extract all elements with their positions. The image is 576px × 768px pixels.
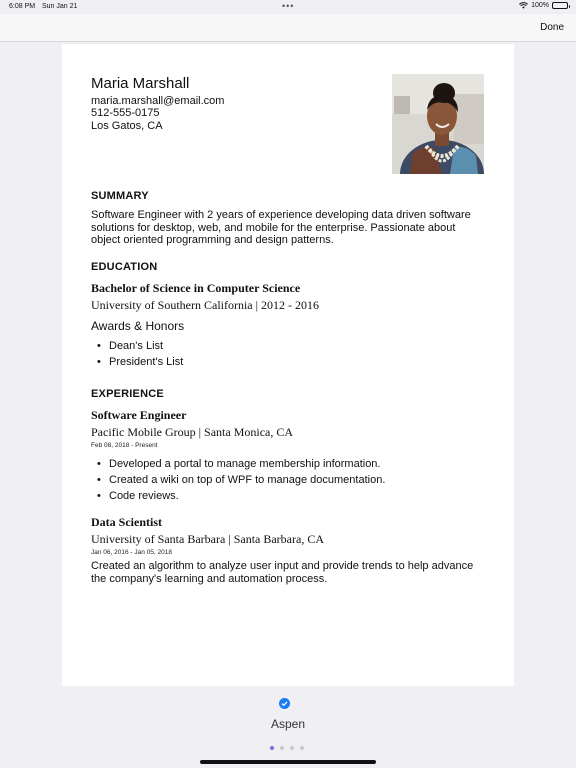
status-indicators: [519, 2, 568, 9]
resume-page: [62, 44, 514, 686]
award-item: • President's List: [97, 356, 183, 368]
job-title: Software Engineer: [91, 408, 187, 422]
job-company: University of Santa Barbara | Santa Barbara, CA: [91, 532, 324, 546]
resume-location: Los Gatos, CA: [91, 120, 163, 132]
page-dot[interactable]: [270, 746, 274, 750]
job-description: Created an algorithm to analyze user input and provide trends to help advance the company's learning and automation process.: [91, 560, 474, 585]
page-dot[interactable]: [280, 746, 284, 750]
resume-phone: 512-555-0175: [91, 107, 160, 119]
status-date: Sun Jan 21: [42, 3, 78, 10]
battery-percent: 100%: [531, 2, 549, 9]
summary-heading: SUMMARY: [91, 190, 149, 202]
summary-text: Software Engineer with 2 years of experience developing data driven software solutions for desktop, web, and mobile for the enterprise. Passionate about object oriented programming and design patterns.: [91, 209, 471, 246]
status-time: 6:08 PM: [9, 3, 36, 10]
job-dates: Jan 06, 2016 - Jan 05, 2018: [91, 549, 172, 556]
status-bar: [0, 0, 576, 14]
wifi-icon: [519, 2, 528, 9]
multitasking-dots-icon[interactable]: •••: [282, 1, 295, 11]
job-title: Data Scientist: [91, 515, 162, 529]
selected-checkmark-icon: [279, 698, 290, 709]
resume-email: maria.marshall@email.com: [91, 95, 225, 107]
template-name[interactable]: Aspen: [270, 717, 306, 731]
navigation-bar: [0, 14, 576, 42]
education-heading: EDUCATION: [91, 261, 158, 273]
job-bullet: • Code reviews.: [97, 490, 179, 502]
awards-heading: Awards & Honors: [91, 319, 185, 333]
award-item: • Dean's List: [97, 340, 163, 352]
job-dates: Feb 08, 2018 - Present: [91, 442, 158, 449]
job-bullet: • Created a wiki on top of WPF to manage documentation.: [97, 474, 385, 486]
battery-icon: [552, 2, 568, 9]
profile-photo: [392, 74, 484, 174]
experience-heading: EXPERIENCE: [91, 388, 164, 400]
job-bullet: • Developed a portal to manage membership information.: [97, 458, 380, 470]
school-line: University of Southern California | 2012 - 2016: [91, 298, 320, 312]
done-button[interactable]: Done: [540, 22, 564, 33]
resume-name: Maria Marshall: [91, 75, 190, 92]
home-indicator[interactable]: [200, 760, 376, 764]
job-company: Pacific Mobile Group | Santa Monica, CA: [91, 425, 294, 439]
page-dot[interactable]: [300, 746, 304, 750]
page-dot[interactable]: [290, 746, 294, 750]
degree-title: Bachelor of Science in Computer Science: [91, 281, 301, 295]
page-indicator[interactable]: [270, 746, 304, 750]
